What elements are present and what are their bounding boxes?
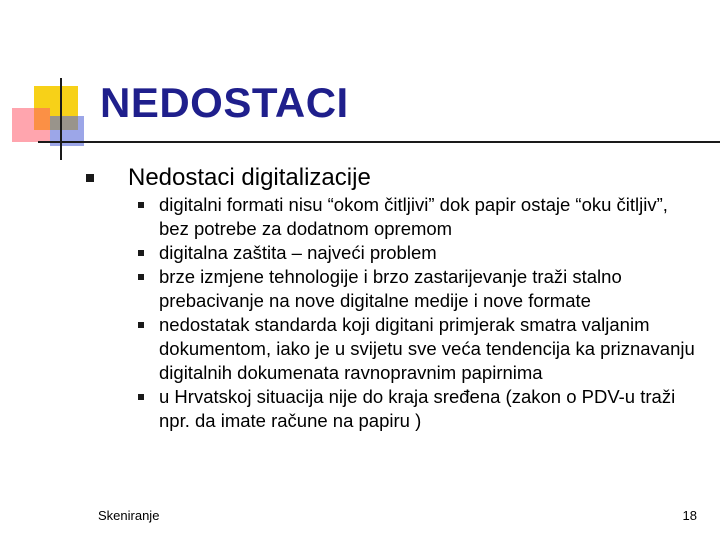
list-item [138,385,698,433]
vertical-rule [60,78,62,160]
list-item-text: nedostatak standarda koji digitani primjerak smatra valjanim dokumentom, iako je u svijetu sve veća tendencija ka priznavanju digitalnih dokumenata ravnopravnim papirnima [159,314,695,383]
bullet-list [138,193,698,433]
list-item [138,241,698,265]
list-item [138,265,698,313]
square-bullet-icon [138,202,144,208]
list-item [138,313,698,385]
square-bullet-icon [138,250,144,256]
slide-logo-decoration [0,0,110,170]
square-bullet-icon [138,322,144,328]
slide-heading: Nedostaci digitalizacije [128,164,371,191]
square-bullet-icon [86,174,94,182]
square-bullet-icon [138,394,144,400]
list-item [138,193,698,241]
list-item-text: digitalni formati nisu “okom čitljivi” dok papir ostaje “oku čitljiv”, bez potrebe za dodatnom opremom [159,194,668,239]
slide-title: NEDOSTACI [100,79,349,126]
list-item-text: u Hrvatskoj situacija nije do kraja sređena (zakon o PDV-u traži npr. da imate račune na papiru ) [159,386,676,431]
list-item-text: brze izmjene tehnologije i brzo zastarijevanje traži stalno prebacivanje na nove digitalne medije i nove formate [159,266,622,311]
title-underline [38,141,720,143]
square-bullet-icon [138,274,144,280]
list-item-text: digitalna zaštita – najveći problem [159,242,437,263]
page-number: 18 [682,508,697,523]
footer-label: Skeniranje [98,508,160,523]
red-square-decoration [12,108,50,142]
